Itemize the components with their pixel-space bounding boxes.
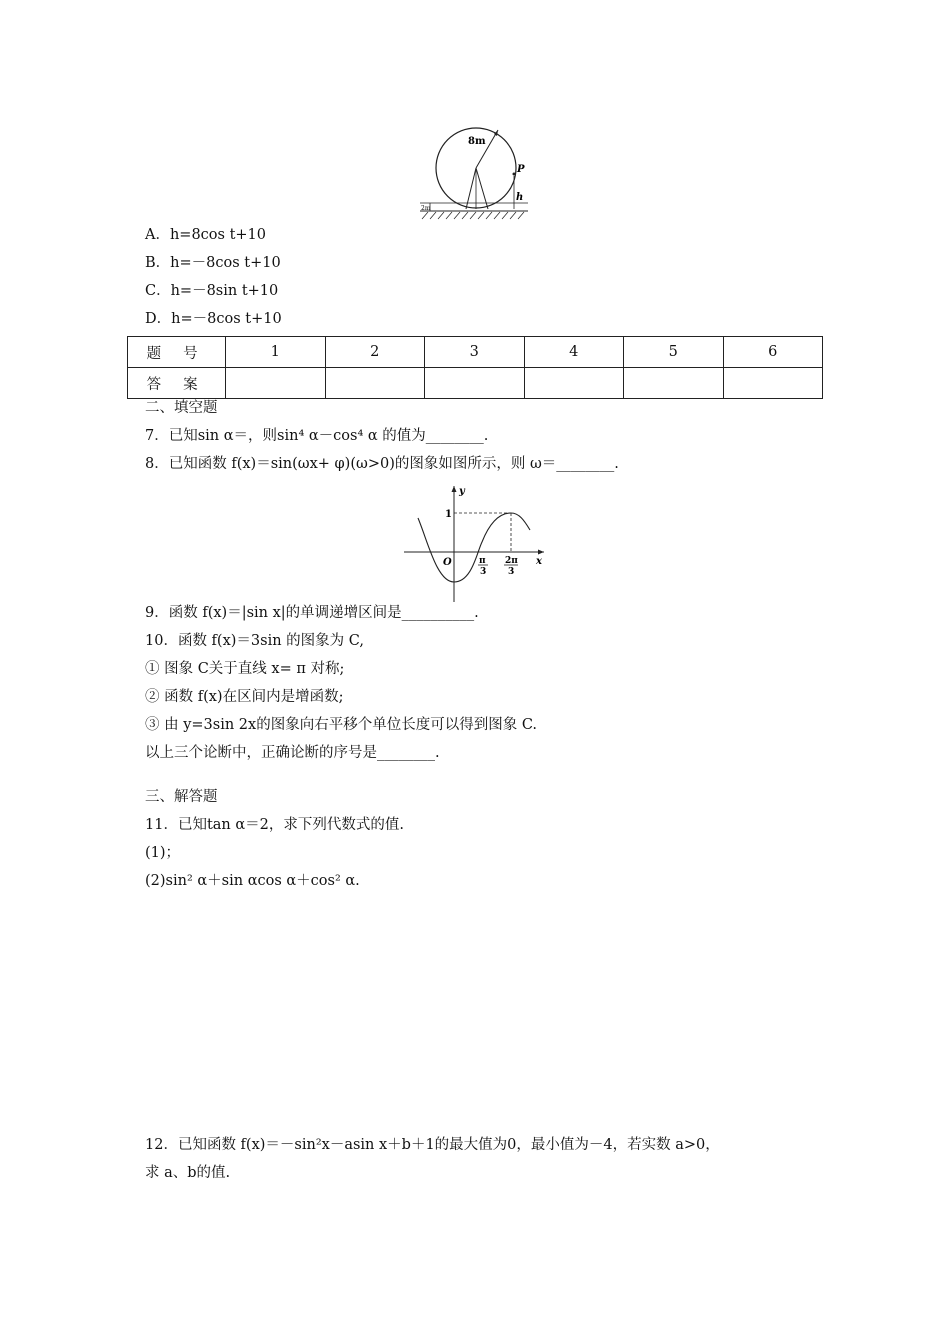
x-axis-arrow <box>538 550 544 555</box>
option-c: C．h=－8sin t+10 <box>145 283 279 299</box>
y-axis-label: y <box>459 486 465 497</box>
question-10: 10．函数 f(x)＝3sin 的图象为 C, <box>145 633 364 649</box>
table-cell: 6 <box>723 337 823 368</box>
table-row <box>128 368 823 399</box>
question-11: 11．已知tan α＝2，求下列代数式的值. <box>145 817 404 833</box>
x-tick-pi-3-num: π <box>479 556 486 566</box>
answer-header: 答 案 <box>128 368 226 399</box>
y-axis-arrow <box>452 486 457 492</box>
base-label: 2m <box>421 205 431 212</box>
question-12-line-2: 求 a、b的值. <box>145 1165 231 1181</box>
section-2-title: 二、填空题 <box>145 400 218 416</box>
question-12-line-1: 12．已知函数 f(x)＝－sin²x－asin x＋b＋1的最大值为0，最小值为－4，若实数 a>0， <box>145 1137 720 1153</box>
radius-label: 8m <box>468 136 486 147</box>
table-cell: 5 <box>624 337 724 368</box>
option-a: A．h=8cos t+10 <box>145 227 267 243</box>
answer-cell[interactable] <box>325 368 425 399</box>
point-p-label: P <box>517 164 525 175</box>
question-10-prompt: 以上三个论断中，正确论断的序号是________. <box>145 745 440 761</box>
answer-cell[interactable] <box>425 368 525 399</box>
table-cell: 3 <box>425 337 525 368</box>
ferris-wheel-figure <box>418 122 530 228</box>
point-p <box>513 173 516 176</box>
question-10-statement-3: ③ 由 y=3sin 2x的图象向右平移个单位长度可以得到图象 C. <box>145 717 538 733</box>
x-tick-2pi-3-den: 3 <box>508 567 515 577</box>
section-3-title: 三、解答题 <box>145 789 218 805</box>
option-b: B．h=－8cos t+10 <box>145 255 281 271</box>
question-8: 8．已知函数 f(x)＝sin(ωx+ φ)(ω>0)的图象如图所示，则 ω＝________. <box>145 456 619 472</box>
x-tick-2pi-3-num: 2π <box>505 556 518 566</box>
x-tick-pi-3-den: 3 <box>480 567 487 577</box>
question-10-statement-1: ① 图象 C关于直线 x= π 对称; <box>145 661 345 677</box>
question-11-part-1: (1)； <box>145 845 181 861</box>
height-label: h <box>516 192 524 203</box>
table-cell: 1 <box>226 337 326 368</box>
y-tick-1: 1 <box>445 509 452 520</box>
option-d: D．h=－8cos t+10 <box>145 311 282 327</box>
ground-hatching <box>422 212 524 219</box>
answer-cell[interactable] <box>226 368 326 399</box>
question-10-statement-2: ② 函数 f(x)在区间内是增函数; <box>145 689 344 705</box>
answer-cell[interactable] <box>723 368 823 399</box>
sine-graph <box>402 480 550 604</box>
answer-cell[interactable] <box>624 368 724 399</box>
question-9: 9．函数 f(x)＝|sin x|的单调递增区间是__________. <box>145 605 479 621</box>
question-number-header: 题 号 <box>128 337 226 368</box>
table-cell: 2 <box>325 337 425 368</box>
question-7: 7．已知sin α＝，则sin⁴ α－cos⁴ α 的值为________. <box>145 428 489 444</box>
question-11-part-2: (2)sin² α＋sin αcos α＋cos² α. <box>145 873 360 889</box>
origin-label: O <box>443 557 452 568</box>
table-row <box>128 337 823 368</box>
answer-cell[interactable] <box>524 368 624 399</box>
x-axis-label: x <box>536 556 542 567</box>
answer-table <box>127 336 823 399</box>
table-cell: 4 <box>524 337 624 368</box>
